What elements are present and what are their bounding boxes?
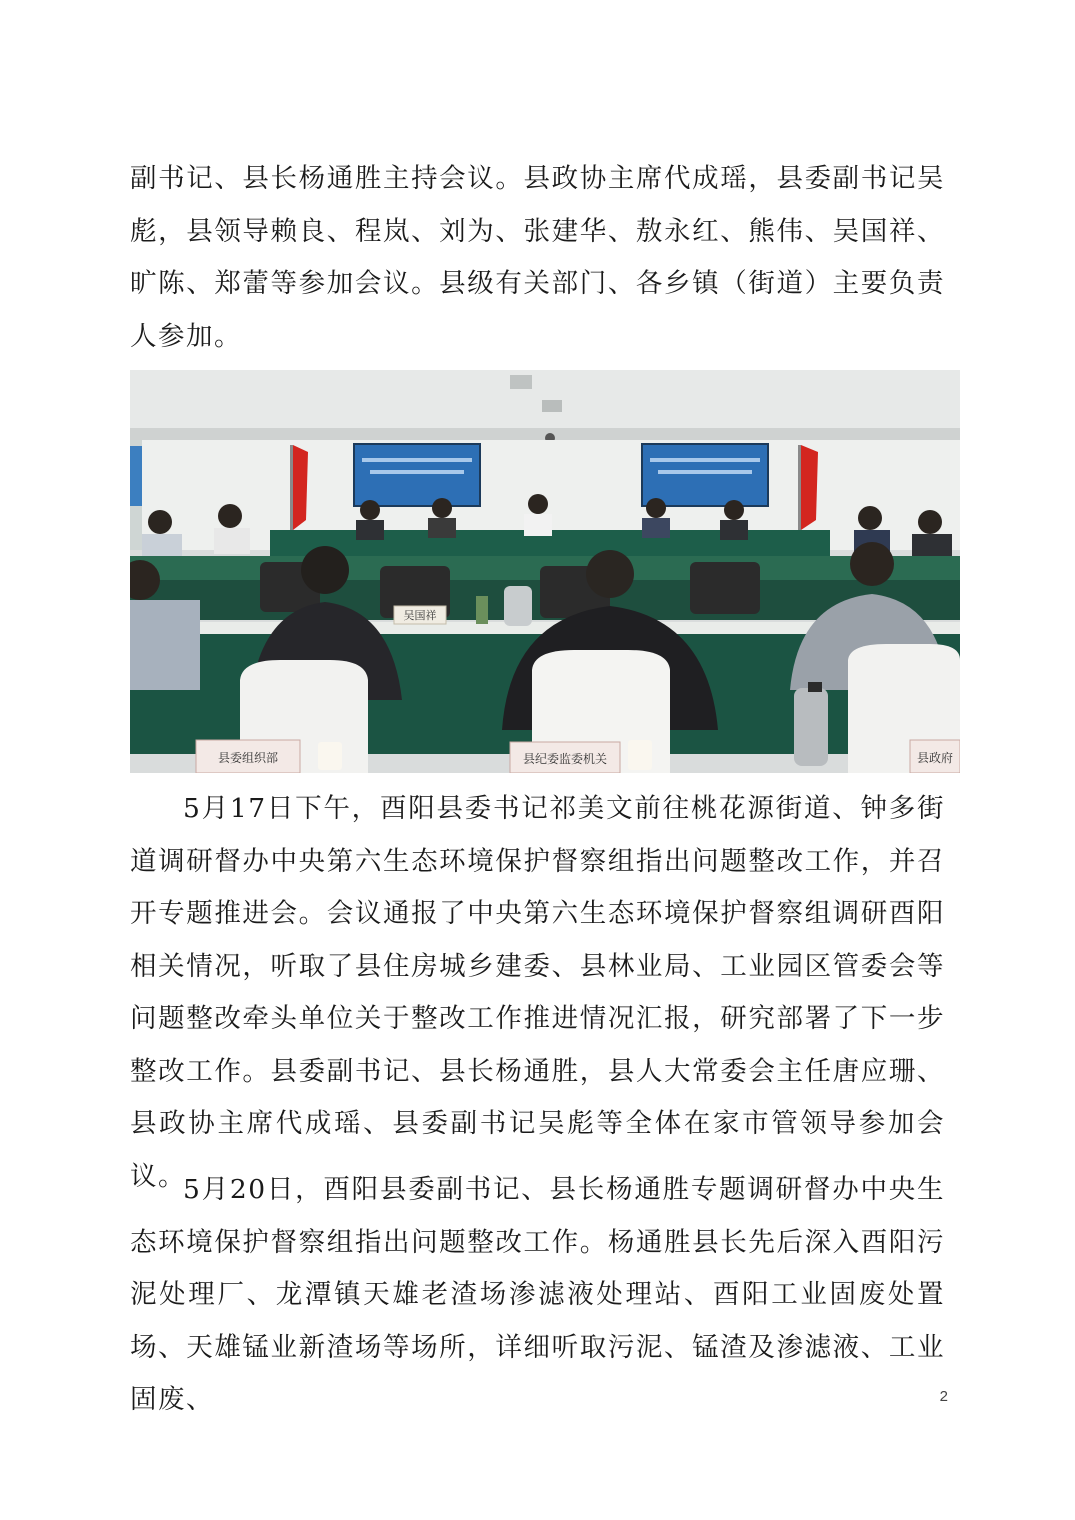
name-card-3: 县纪委监委机关 [522, 752, 608, 766]
name-card-1: 吴国祥 [403, 609, 437, 622]
paragraph-3: 5月20日，酉阳县委副书记、县长杨通胜专题调研督办中央生态环境保护督察组指出问题整改工作。杨通胜县长先后深入酉阳污泥处理厂、龙潭镇天雄老渣场渗滤液处理站、酉阳工业固废处置场、天雄锰业新渣场等场所，详细听取污泥、锰渣及渗滤液、工业固废、 [130, 1174, 945, 1415]
name-card-4: 县政府 [916, 751, 954, 765]
paragraph-1: 副书记、县长杨通胜主持会议。县政协主席代成瑶，县委副书记吴彪，县领导赖良、程岚、刘为、张建华、敖永红、熊伟、吴国祥、旷陈、郑蕾等参加会议。县级有关部门、各乡镇（街道）主要负责人参加。 [130, 163, 945, 352]
page-number: 2 [939, 1388, 948, 1405]
paragraph-2: 5月17日下午，酉阳县委书记祁美文前往桃花源街道、钟多街道调研督办中央第六生态环境保护督察组指出问题整改工作，并召开专题推进会。会议通报了中央第六生态环境保护督察组调研酉阳相关情况，听取了县住房城乡建委、县林业局、工业园区管委会等问题整改牵头单位关于整改工作推进情况汇报，研究部署了下一步整改工作。县委副书记、县长杨通胜，县人大常委会主任唐应珊、县政协主席代成瑶、县委副书记吴彪等全体在家市管领导参加会议。 [130, 793, 945, 1192]
name-card-2: 县委组织部 [217, 751, 279, 765]
meeting-photo [130, 370, 960, 773]
